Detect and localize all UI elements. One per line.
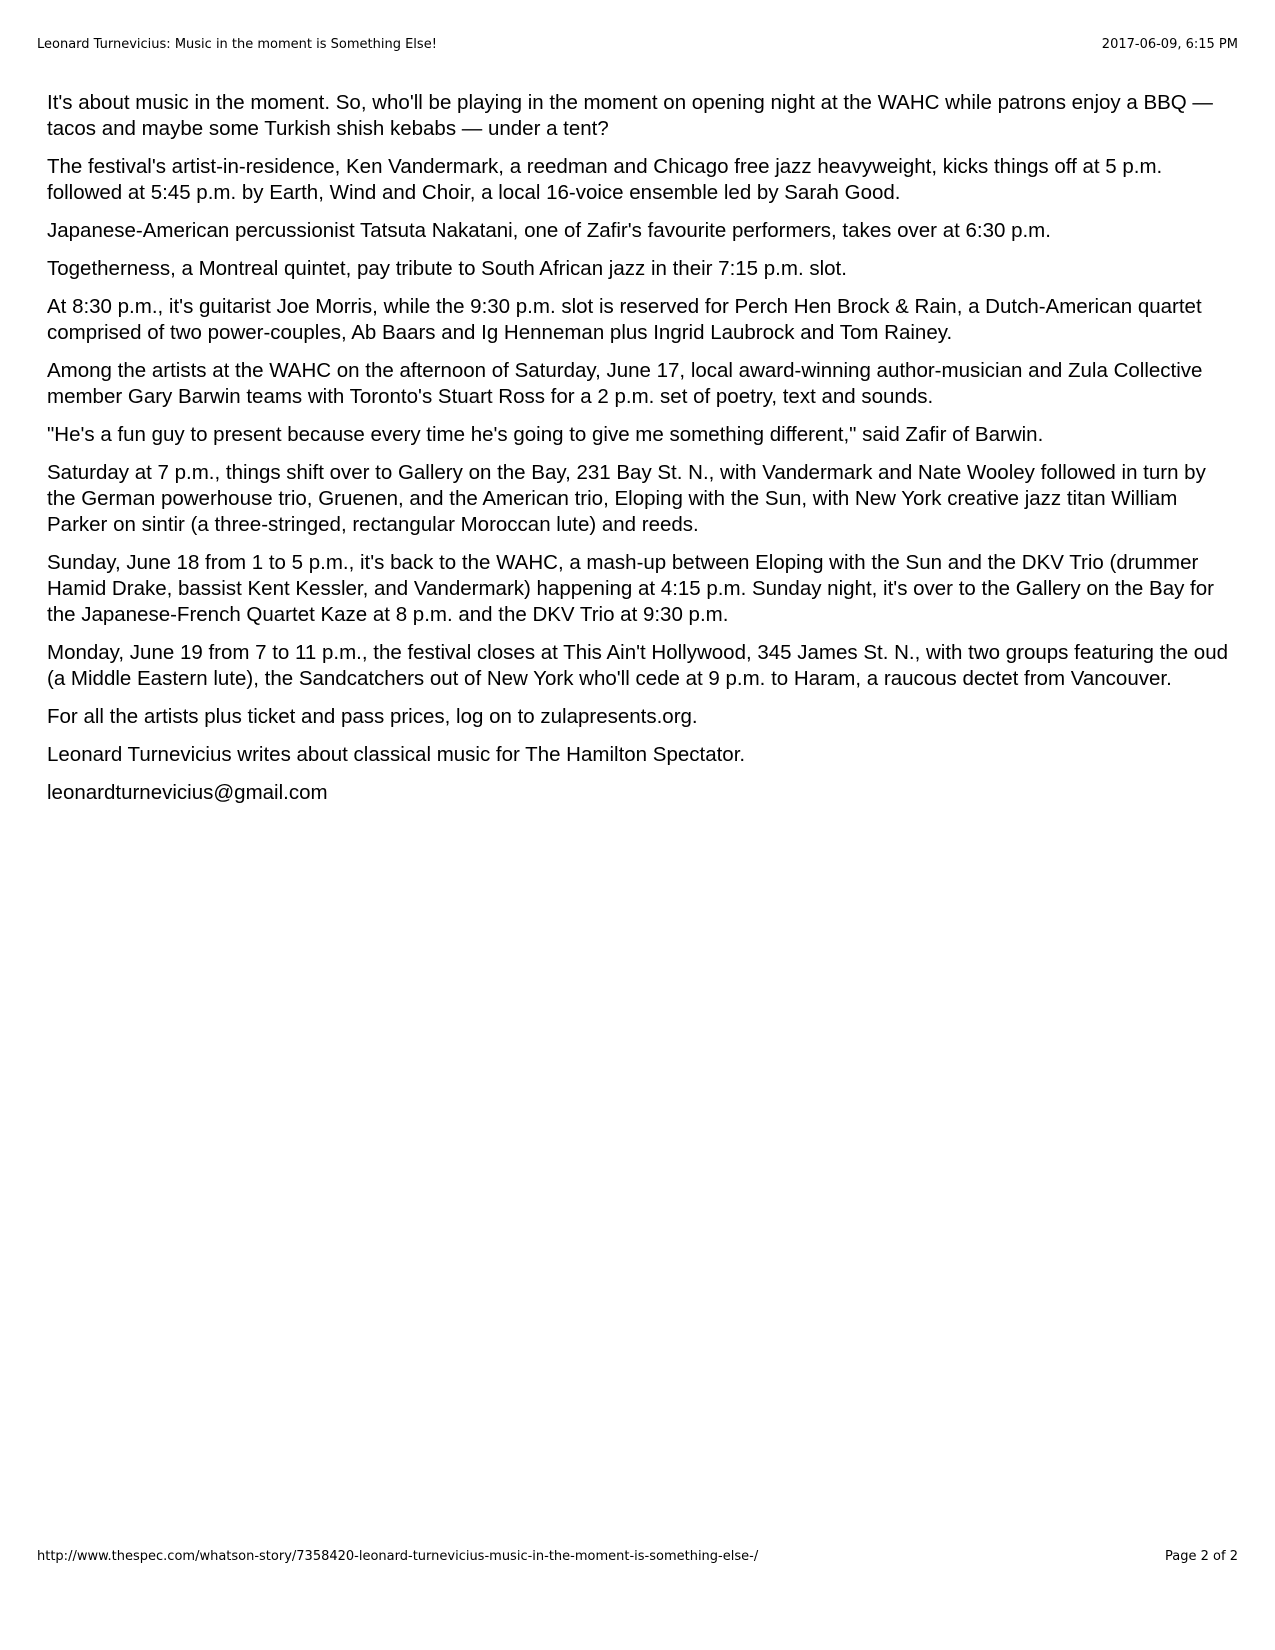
article-paragraph: Saturday at 7 p.m., things shift over to Gallery on the Bay, 231 Bay St. N., with Vandermark and Nate Wooley followed in turn by the German powerhouse trio, Gruenen, and the American trio, Eloping with the Sun, with New York creative jazz titan William Parker on sintir (a three-stringed, rectangular Moroccan lute) and reeds. (47, 461, 1206, 536)
page-number: Page 2 of 2 (1165, 1549, 1238, 1564)
article-paragraph: Japanese-American percussionist Tatsuta Nakatani, one of Zafir's favourite performers, takes over at 6:30 p.m. (47, 219, 1051, 242)
article-paragraph: Monday, June 19 from 7 to 11 p.m., the festival closes at This Ain't Hollywood, 345 James St. N., with two groups featuring the oud (a Middle Eastern lute), the Sandcatchers out of New York who'll cede at 9 p.m. to Haram, a raucous dectet from Vancouver. (47, 641, 1228, 690)
print-header (37, 37, 1238, 52)
article-paragraph: Among the artists at the WAHC on the afternoon of Saturday, June 17, local award-winning author-musician and Zula Collective member Gary Barwin teams with Toronto's Stuart Ross for a 2 p.m. set of poetry, text and sounds. (47, 359, 1203, 408)
article-paragraph: It's about music in the moment. So, who'll be playing in the moment on opening night at the WAHC while patrons enjoy a BBQ — tacos and maybe some Turkish shish kebabs — under a tent? (47, 91, 1213, 140)
article-paragraph: For all the artists plus ticket and pass prices, log on to zulapresents.org. (47, 705, 698, 728)
author-email: leonardturnevicius@gmail.com (47, 781, 328, 804)
article-paragraph: "He's a fun guy to present because every time he's going to give me something different," said Zafir of Barwin. (47, 423, 1044, 446)
page-title: Leonard Turnevicius: Music in the moment is Something Else! (37, 37, 437, 52)
article-paragraph: Sunday, June 18 from 1 to 5 p.m., it's back to the WAHC, a mash-up between Eloping with the Sun and the DKV Trio (drummer Hamid Drake, bassist Kent Kessler, and Vandermark) happening at 4:15 p.m. Sunday night, it's over to the Gallery on the Bay for the Japanese-French Quartet Kaze at 8 p.m. and the DKV Trio at 9:30 p.m. (47, 551, 1214, 626)
print-datetime: 2017-06-09, 6:15 PM (1101, 37, 1238, 52)
article-body (47, 90, 1237, 818)
author-bio: Leonard Turnevicius writes about classical music for The Hamilton Spectator. (47, 743, 746, 766)
article-paragraph: At 8:30 p.m., it's guitarist Joe Morris, while the 9:30 p.m. slot is reserved for Perch Hen Brock & Rain, a Dutch-American quartet comprised of two power-couples, Ab Baars and Ig Henneman plus Ingrid Laubrock and Tom Rainey. (47, 295, 1202, 344)
page-url: http://www.thespec.com/whatson-story/7358420-leonard-turnevicius-music-in-the-moment-is-something-else-/ (37, 1549, 759, 1564)
article-paragraph: Togetherness, a Montreal quintet, pay tribute to South African jazz in their 7:15 p.m. slot. (47, 257, 847, 280)
article-paragraph: The festival's artist-in-residence, Ken Vandermark, a reedman and Chicago free jazz heavyweight, kicks things off at 5 p.m. followed at 5:45 p.m. by Earth, Wind and Choir, a local 16-voice ensemble led by Sarah Good. (47, 155, 1163, 204)
print-footer (37, 1549, 1238, 1564)
